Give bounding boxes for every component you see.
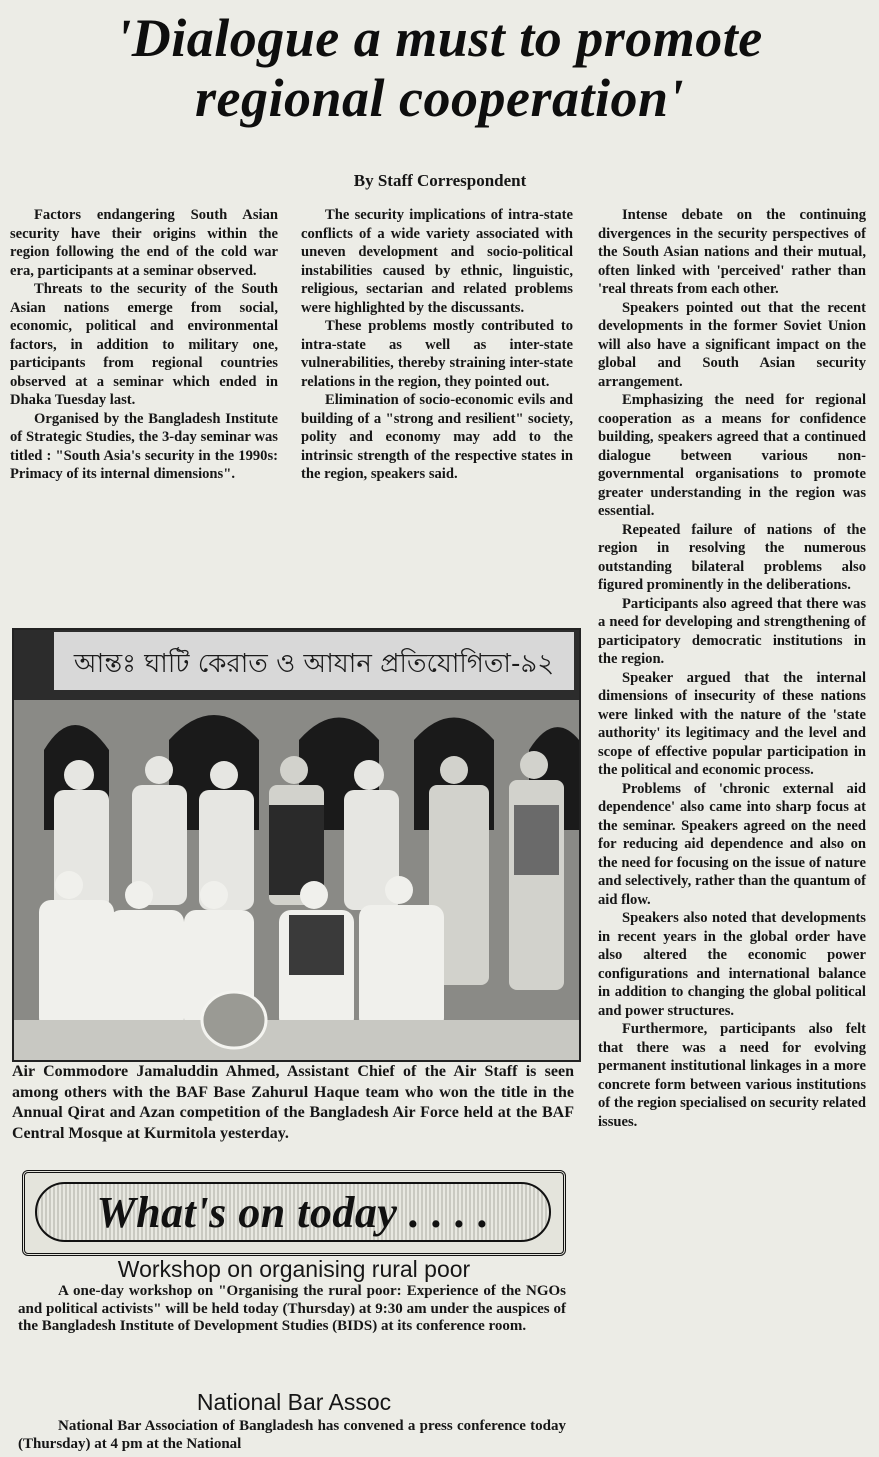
- paragraph: Furthermore, participants also felt that there was a need for evolving permanent institutional linkages in a more concrete form between various institutions of the region specialised on security related issues.: [598, 1021, 866, 1130]
- byline: By Staff Correspondent: [353, 171, 527, 190]
- paragraph: Organised by the Bangladesh Institute of Strategic Studies, the 3-day seminar was titled : "South Asia's security in the 1990s: Primacy of its internal dimensions".: [10, 410, 278, 482]
- paragraph: Threats to the security of the South Asian nations emerge from social, economic, political and environmental factors, in addition to military one, participants from regional countries observed at a seminar which ended in Dhaka Tuesday last.: [10, 281, 278, 408]
- paragraph: Problems of 'chronic external aid dependence' also came into sharp focus at the seminar. Speakers agreed on the need for reducing aid dependence and also on the need for focusing on the issue of nature and selectively, rather than the quantum of aid flow.: [598, 780, 866, 908]
- workshop-body: [18, 1283, 566, 1336]
- workshop-heading: Workshop on organising rural poor: [117, 1256, 471, 1282]
- article-column-2: [301, 206, 573, 484]
- paragraph: Speakers also noted that developments in recent years in the global order have also altered the economic power configurations and international balance in addition to changing the global political and power structures.: [598, 910, 866, 1019]
- paragraph: Intense debate on the continuing divergences in the security perspectives of the South Asian nations and their mutual, often linked with 'perceived' rather than 'real threats from each other.: [598, 207, 866, 297]
- paragraph: Speakers pointed out that the recent developments in the former Soviet Union will also have a significant impact on the global and South Asian security arrangement.: [598, 299, 866, 390]
- paragraph: The security implications of intra-state conflicts of a wide variety associated with uneven development and socio-political instabilities caused by ethnic, linguistic, religious, sectarian and related problems were highlighted by the discussants.: [301, 207, 573, 316]
- group-photo-illustration: [14, 630, 579, 1060]
- article-column-1: [10, 206, 278, 484]
- paragraph: These problems mostly contributed to intra-state as well as inter-state vulnerabilities, thereby straining inter-state relations in the region, they pointed out.: [301, 318, 573, 390]
- whats-on-today-title: What's on today . . . .: [96, 1187, 490, 1237]
- whats-on-today-plate: [35, 1182, 551, 1242]
- bar-assoc-body: [18, 1418, 566, 1453]
- headline: [0, 8, 879, 128]
- paragraph: A one-day workshop on "Organising the rural poor: Experience of the NGOs and political activists" will be held today (Thursday) at 9:30 am under the auspices of the Bangladesh Institute of Development Studies (BIDS) at its conference room.: [18, 1283, 566, 1334]
- headline-line-2: regional cooperation': [194, 68, 684, 128]
- paragraph: Emphasizing the need for regional cooperation as a means for confidence building, speakers agreed that a continued dialogue between various non-governmental organisations to promote greater understanding in the region was essential.: [598, 392, 866, 519]
- bar-assoc-heading: National Bar Assoc: [196, 1389, 392, 1415]
- group-photo: [12, 628, 581, 1062]
- photo-caption: Air Commodore Jamaluddin Ahmed, Assistant Chief of the Air Staff is seen among others with the BAF Base Zahurul Haque team who won the title in the Annual Qirat and Azan competition of the Bangladesh Air Force held at the BAF Central Mosque at Kurmitola yesterday.: [12, 1063, 574, 1142]
- paragraph: Participants also agreed that there was a need for developing and strengthening of participatory democratic institutions in the region.: [598, 595, 866, 667]
- article-column-3: [598, 206, 866, 1131]
- headline-line-1: 'Dialogue a must to promote: [116, 8, 763, 68]
- paragraph: Repeated failure of nations of the region in resolving the numerous outstanding bilateral problems also figured prominently in the deliberations.: [598, 521, 866, 593]
- banner-text: আন্তঃ ঘাটি কেরাত ও আযান প্রতিযোগিতা-৯২: [73, 649, 555, 679]
- paragraph: National Bar Association of Bangladesh has convened a press conference today (Thursday) at 4 pm at the National: [18, 1418, 566, 1452]
- paragraph: Elimination of socio-economic evils and building of a "strong and resilient" society, polity and economy may add to the intrinsic strength of the respective states in the region, speakers said.: [301, 392, 573, 482]
- paragraph: Speaker argued that the internal dimensions of insecurity of these nations were linked with the nature of the 'state authority' its legitimacy and the level and scope of effective popular participation in the political and economic process.: [598, 669, 866, 778]
- whats-on-today-banner: [22, 1170, 566, 1256]
- paragraph: Factors endangering South Asian security have their origins within the region following the end of the cold war era, participants at a seminar observed.: [10, 207, 278, 279]
